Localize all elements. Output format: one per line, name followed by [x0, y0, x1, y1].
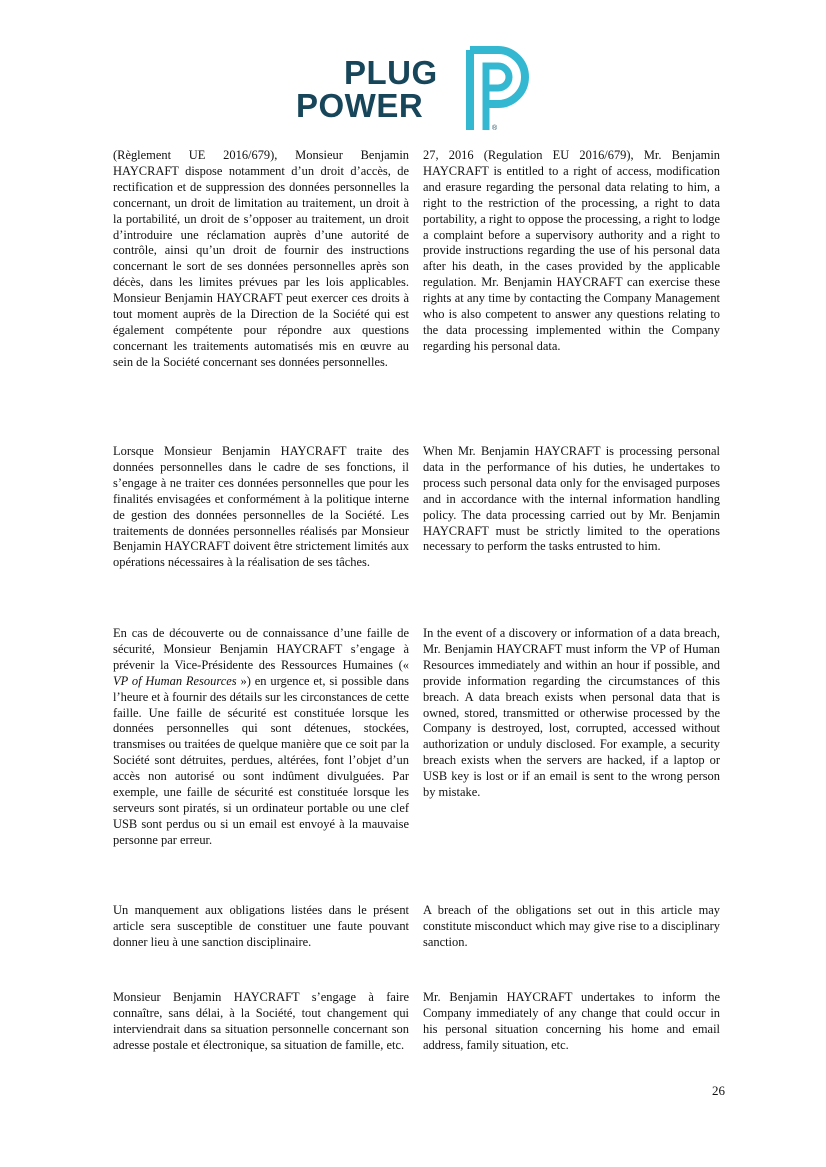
- logo-wordmark: [296, 56, 438, 122]
- english-paragraph-2: When Mr. Benjamin HAYCRAFT is processing personal data in the performance of his duties, he undertakes to process such personal data only for the envisaged purposes and in accordance with the internal information handling policy. The data processing carried out by Mr. Benjamin HAYCRAFT must be strictly limited to the operations necessary to perform the tasks entrusted to him.: [423, 444, 720, 554]
- french-paragraph-3-italic: VP of Human Resources: [113, 673, 237, 688]
- section-row-2: [113, 444, 720, 571]
- english-paragraph-1: 27, 2016 (Regulation EU 2016/679), Mr. Benjamin HAYCRAFT is entitled to a right of access, modification and erasure regarding the personal data relating to him, a right to the restriction of the processing, a right to data portability, a right to oppose the processing, a right to lodge a complaint before a supervisory authority and a right to provide instructions regarding the use of his personal data after his death, in the cases provided by the applicable regulation. Mr. Benjamin HAYCRAFT can exercise these rights at any time by contacting the Company Management who is also competent to answer any questions relating to the data processing implemented within the Company regarding his personal data.: [423, 148, 720, 353]
- section-row-4: [113, 903, 720, 951]
- plug-power-logo: [296, 46, 532, 136]
- plug-power-p-icon: [462, 46, 532, 132]
- english-paragraph-4: A breach of the obligations set out in this article may constitute misconduct which may give rise to a disciplinary sanction.: [423, 903, 720, 949]
- french-paragraph-5: Monsieur Benjamin HAYCRAFT s’engage à faire connaître, sans délai, à la Société, tout changement qui interviendrait dans sa situation personnelle concernant son adresse postale et électronique, sa situation de famille, etc.: [113, 990, 409, 1052]
- french-paragraph-4: Un manquement aux obligations listées dans le présent article sera susceptible de constituer une faute pouvant donner lieu à une sanction disciplinaire.: [113, 903, 409, 949]
- french-paragraph-3-part-1: En cas de découverte ou de connaissance d’une faille de sécurité, Monsieur Benjamin HAYCRAFT s’engage à prévenir la Vice-Présidente des Ressources Humaines («: [113, 626, 409, 672]
- french-paragraph-3-part-2: ») en urgence et, si possible dans l’heure et à fournir des détails sur les circonstances de cette faille. Une faille de sécurité est constituée lorsque les données personnelles qui sont détenues, stockées, transmises ou traitées de quelque manière que ce soit par la Société sont détruites, perdues, altérées, font l’objet d’un accès non autorisé ou sont indûment divulguées. Par exemple, une faille de sécurité est constituée lorsque les serveurs sont piratés, si un ordinateur portable ou une clef USB sont perdus ou si un email est envoyé à la mauvaise personne par erreur.: [113, 673, 409, 847]
- french-paragraph-3: [113, 626, 409, 849]
- english-paragraph-5: Mr. Benjamin HAYCRAFT undertakes to inform the Company immediately of any change that could occur in his personal situation concerning his home and email address, family situation, etc.: [423, 990, 720, 1052]
- page-number: 26: [712, 1083, 725, 1098]
- french-paragraph-2: Lorsque Monsieur Benjamin HAYCRAFT traite des données personnelles dans le cadre de ses fonctions, il s’engage à ne traiter ces données personnelles que pour les finalités envisagées et conformément à la politique interne de gestion des données personnelles de la Société. Les traitements de données personnelles réalisés par Monsieur Benjamin HAYCRAFT doivent être strictement limités aux opérations nécessaires à la réalisation de ses tâches.: [113, 444, 409, 570]
- registered-mark: ®: [492, 125, 498, 132]
- logo-line-power: POWER: [296, 87, 424, 124]
- french-paragraph-1: (Règlement UE 2016/679), Monsieur Benjamin HAYCRAFT dispose notamment d’un droit d’accès, de rectification et de suppression des données personnelles la concernant, un droit de limitation au traitement, un droit à la portabilité, un droit de s’opposer au traitement, un droit d’introduire une réclamation auprès d’une autorité de contrôle, ainsi qu’un droit de fournir des instructions concernant le sort de ses données personnelles après son décès, dans les limites prévues par les lois applicables. Monsieur Benjamin HAYCRAFT peut exercer ces droits à tout moment auprès de la Direction de la Société qui est également compétente pour répondre aux questions concernant les traitements automatisés mis en œuvre au sein de la Société concernant ses données personnelles.: [113, 148, 409, 369]
- section-row-1: [113, 148, 720, 371]
- section-row-5: [113, 990, 720, 1054]
- section-row-3: [113, 626, 720, 849]
- english-paragraph-3: In the event of a discovery or information of a data breach, Mr. Benjamin HAYCRAFT must inform the VP of Human Resources immediately and within an hour if possible, and provide information regarding the circumstances of this breach. A data breach exists when personal data that is owned, stored, transmitted or otherwise processed by the Company is destroyed, lost, corrupted, accessed without authorization or unduly disclosed. For example, a security breach exists when the servers are hacked, if a laptop or USB key is lost or if an email is sent to the wrong person by mistake.: [423, 626, 720, 800]
- logo-line-plug: PLUG: [344, 54, 438, 91]
